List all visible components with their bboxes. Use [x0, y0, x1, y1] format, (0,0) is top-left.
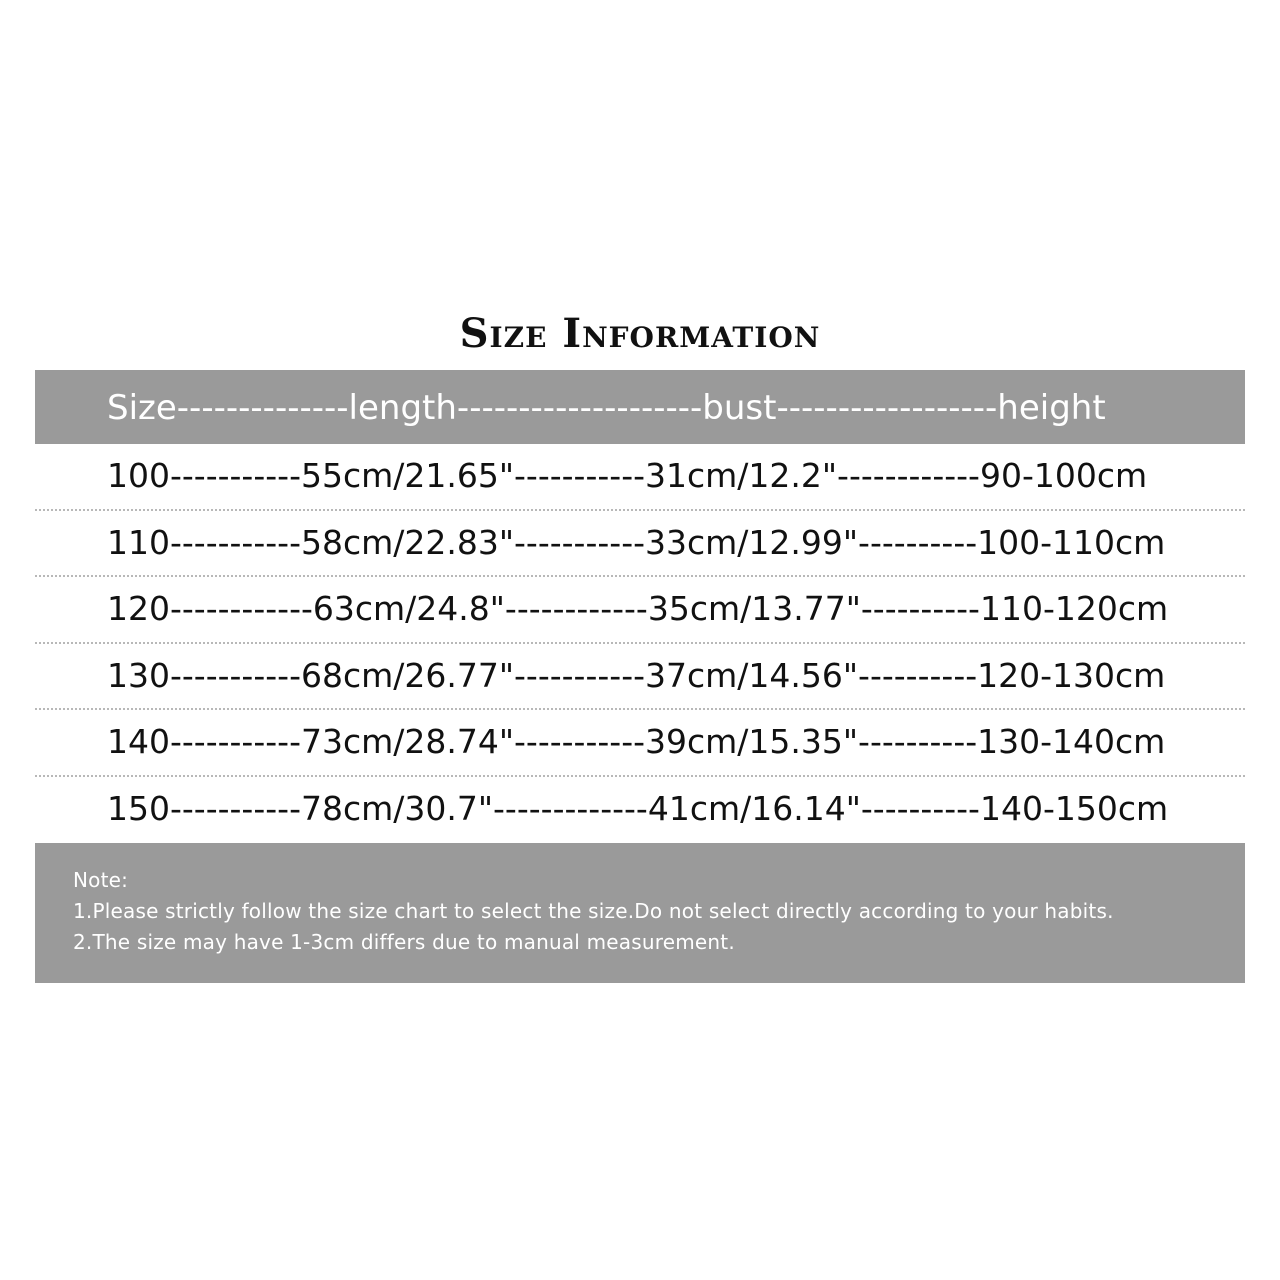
note-heading: Note: — [73, 868, 129, 892]
table-row — [35, 644, 1245, 711]
table-row-text: 110-----------58cm/22.83"-----------33cm/12.99"----------100-110cm — [107, 522, 1166, 562]
note-line-2: 2.The size may have 1-3cm differs due to manual measurement. — [73, 930, 735, 954]
table-row-text: 150-----------78cm/30.7"-------------41cm/16.14"----------140-150cm — [107, 788, 1169, 828]
note-line-1: 1.Please strictly follow the size chart to select the size.Do not select directly according to your habits. — [73, 899, 1114, 923]
note-box — [35, 843, 1245, 983]
table-row-text: 100-----------55cm/21.65"-----------31cm/12.2"------------90-100cm — [107, 456, 1148, 495]
table-row-text: 140-----------73cm/28.74"-----------39cm/15.35"----------130-140cm — [107, 722, 1166, 761]
table-row — [35, 444, 1245, 511]
table-row — [35, 777, 1245, 844]
table-row — [35, 511, 1245, 578]
table-row — [35, 577, 1245, 644]
page-title: Size Information — [459, 310, 821, 357]
table-header-text: Size--------------length--------------------bust------------------height — [107, 388, 1106, 428]
table-row — [35, 710, 1245, 777]
table-row-text: 120------------63cm/24.8"------------35cm/13.77"----------110-120cm — [107, 589, 1169, 628]
table-row-text: 130-----------68cm/26.77"-----------37cm/14.56"----------120-130cm — [107, 655, 1166, 695]
size-table — [35, 444, 1245, 843]
table-header-bar — [35, 370, 1245, 444]
